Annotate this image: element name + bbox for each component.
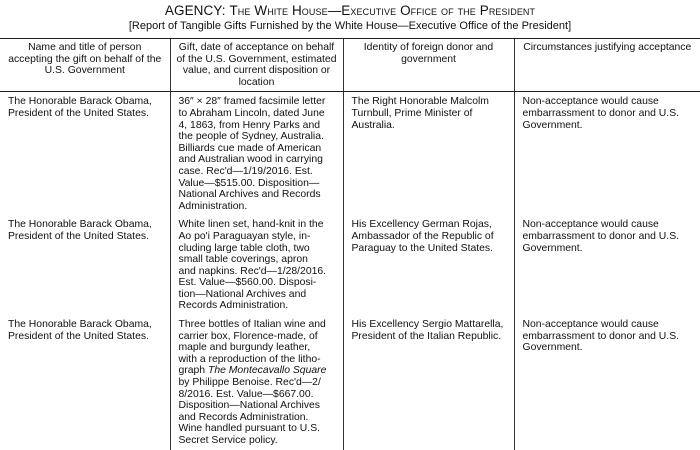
- gift-line: Est. Value—$560.00. Disposi-: [178, 277, 317, 289]
- gift-line: 4, 1863, from Henry Parks and: [178, 119, 320, 131]
- gift-line: Three bottles of Italian wine and: [178, 319, 326, 331]
- gift-line: carrier box, Florence-made, of: [178, 330, 318, 342]
- gift-line: the people of Sydney, Australia.: [178, 131, 324, 143]
- gift-cell: [170, 215, 343, 315]
- donor-cell: His Excellency Sergio Mattarella, President of the Italian Republic.: [343, 315, 514, 450]
- recipient-cell: The Honorable Barack Obama, President of the United States.: [8, 219, 152, 242]
- recipient-cell: The Honorable Barack Obama, President of the United States.: [8, 96, 152, 119]
- recipient-cell: The Honorable Barack Obama, President of the United States.: [8, 319, 152, 342]
- gift-line: Administration.: [178, 200, 248, 212]
- gift-line: Ao po'i Paraguayan style, in-: [178, 230, 311, 242]
- column-header-donor: Identity of foreign donor and government: [343, 39, 514, 92]
- gift-line: [179, 365, 335, 377]
- report-header: [0, 0, 700, 33]
- gift-line: cluding large table cloth, two: [178, 242, 310, 254]
- gift-line: Billiards cue made of American: [178, 142, 322, 154]
- justification-cell: Non-acceptance would cause embarrassment to donor and U.S. Government.: [514, 92, 700, 215]
- graph-prefix: graph: [178, 365, 208, 377]
- agency-name: The White House—Executive Office of the President: [229, 3, 536, 18]
- gift-line: and Records Administration.: [178, 411, 309, 423]
- column-header-gift: Gift, date of acceptance on behalf of the U.S. Government, estimated value, and current disposition or location: [170, 39, 343, 92]
- gifts-table: [0, 38, 700, 450]
- gift-line: tion—National Archives and: [178, 288, 307, 300]
- gift-line: 8/2016. Est. Value—$667.00.: [178, 388, 314, 400]
- table-row: [0, 315, 700, 450]
- gift-line: Value—$515.00. Disposition—: [178, 177, 320, 189]
- table-row: [0, 92, 700, 215]
- gift-line: 36″ × 28″ framed facsimile letter: [178, 96, 326, 108]
- column-header-recipient: Name and title of person accepting the gift on behalf of the U.S. Government: [0, 39, 170, 92]
- gift-cell: [170, 92, 343, 215]
- justification-cell: Non-acceptance would cause embarrassment to donor and U.S. Government.: [514, 315, 700, 450]
- gift-line: National Archives and Records: [178, 189, 321, 201]
- gift-line: small table coverings, apron: [178, 254, 308, 266]
- justification-cell: Non-acceptance would cause embarrassment to donor and U.S. Government.: [514, 215, 700, 315]
- report-subtitle: [Report of Tangible Gifts Furnished by the White House—Executive Office of the President]: [128, 20, 572, 32]
- gift-line: Records Administration.: [178, 300, 289, 312]
- gift-line: and napkins. Rec'd—1/28/2016.: [178, 265, 327, 277]
- gift-line: Disposition—National Archives: [178, 400, 320, 412]
- artwork-title: The Montecavallo Square: [207, 365, 327, 377]
- table-header-row: [0, 39, 700, 92]
- gift-line: White linen set, hand-knit in the: [178, 219, 324, 231]
- gift-line: maple and burgundy leather,: [178, 342, 311, 354]
- gift-line: by Philippe Benoise. Rec'd—2/: [178, 377, 321, 389]
- gift-line: with a reproduction of the litho-: [178, 353, 321, 365]
- gift-cell: [170, 315, 343, 450]
- column-header-justification: Circumstances justifying acceptance: [514, 39, 700, 92]
- agency-prefix: AGENCY:: [164, 3, 230, 18]
- agency-title: [0, 3, 700, 19]
- gift-line: Secret Service policy.: [178, 435, 278, 446]
- gift-line: case. Rec'd—1/19/2016. Est.: [178, 165, 313, 177]
- donor-cell: The Right Honorable Malcolm Turnbull, Prime Minister of Australia.: [343, 92, 514, 215]
- gift-line: to Abraham Lincoln, dated June: [178, 107, 325, 119]
- gift-line: Wine handled pursuant to U.S.: [178, 423, 321, 435]
- table-row: [0, 215, 700, 315]
- donor-cell: His Excellency German Rojas, Ambassador of the Republic of Paraguay to the United States.: [343, 215, 514, 315]
- gift-line: and Australian wood in carrying: [178, 154, 323, 166]
